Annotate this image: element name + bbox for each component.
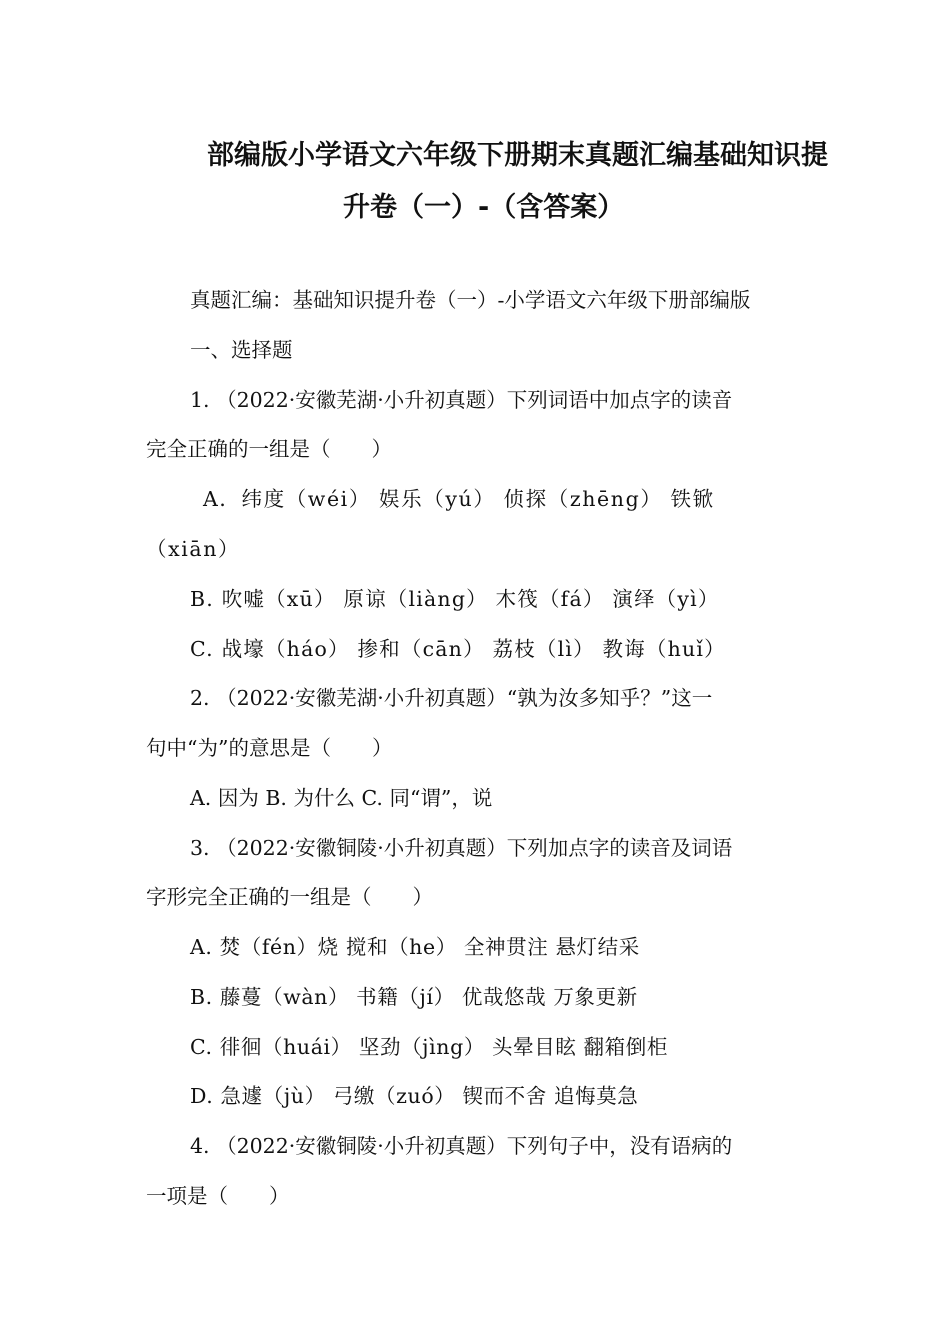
question-3-option-c: C. 徘徊（huái） 坚劲（jìng） 头晕目眩 翻箱倒柜 bbox=[190, 1035, 668, 1059]
question-3-stem-line-1: 3. （2022·安徽铜陵·小升初真题）下列加点字的读音及词语 bbox=[190, 836, 733, 860]
question-4-stem-line-1: 4. （2022·安徽铜陵·小升初真题）下列句子中，没有语病的 bbox=[190, 1134, 733, 1158]
section-heading: 一、选择题 bbox=[190, 338, 293, 362]
question-2-options: A. 因为 B. 为什么 C. 同“谓”，说 bbox=[190, 786, 493, 810]
question-1-stem-line-2: 完全正确的一组是（ ） bbox=[146, 437, 392, 461]
document-title-line-1: 部编版小学语文六年级下册期末真题汇编基础知识提 bbox=[207, 140, 828, 171]
question-3-stem-line-2: 字形完全正确的一组是（ ） bbox=[146, 885, 433, 909]
question-1-option-a: A．纬度（wéi） 娱乐（yú） 侦探（zhēng） 铁锨 bbox=[203, 487, 715, 511]
question-2-stem-line-2: 句中“为”的意思是（ ） bbox=[146, 736, 393, 760]
question-3-option-d: D. 急遽（jù） 弓缴（zuó） 锲而不舍 追悔莫急 bbox=[190, 1084, 639, 1108]
question-4-stem-line-2: 一项是（ ） bbox=[146, 1184, 290, 1208]
question-1-option-b: B. 吹嘘（xū） 原谅（liàng） 木筏（fá） 演绎（yì） bbox=[190, 587, 720, 611]
question-1-option-c: C. 战壕（háo） 掺和（cān） 荔枝（lì） 教诲（huǐ） bbox=[190, 637, 726, 661]
document-subtitle: 真题汇编：基础知识提升卷（一）-小学语文六年级下册部编版 bbox=[190, 288, 751, 312]
question-1-stem-line-1: 1. （2022·安徽芜湖·小升初真题）下列词语中加点字的读音 bbox=[190, 388, 733, 412]
question-3-option-a: A. 焚（fén）烧 搅和（he） 全神贯注 悬灯结采 bbox=[190, 935, 640, 959]
question-2-stem-line-1: 2. （2022·安徽芜湖·小升初真题）“孰为汝多知乎？”这一 bbox=[190, 686, 713, 710]
question-1-option-a-continued: （xiān） bbox=[146, 537, 241, 561]
question-3-option-b: B. 藤蔓（wàn） 书籍（jí） 优哉悠哉 万象更新 bbox=[190, 985, 638, 1009]
document-title-line-2: 升卷（一）-（含答案） bbox=[343, 192, 625, 223]
